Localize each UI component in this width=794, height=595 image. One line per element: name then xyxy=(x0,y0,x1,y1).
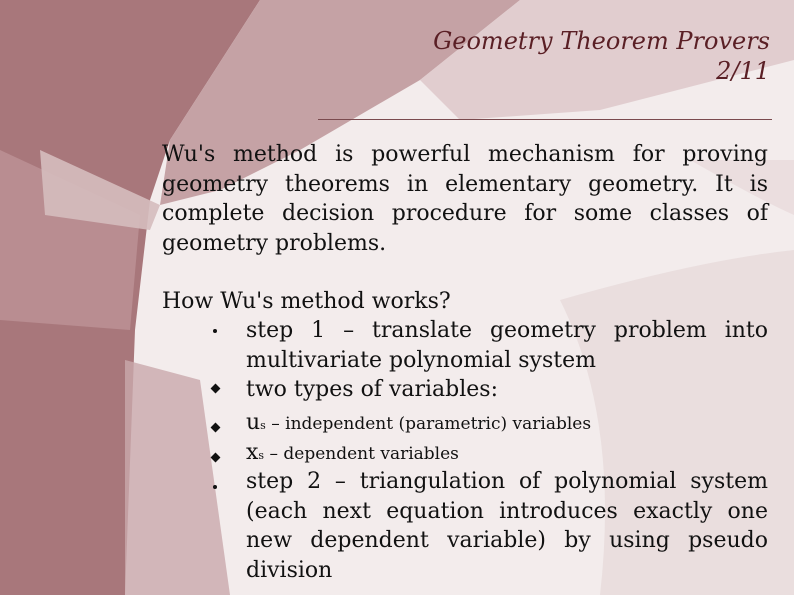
bullet-diamond-icon xyxy=(211,423,221,433)
list-item-step1: step 1 – translate geometry problem into multivariate polynomial system xyxy=(246,318,768,373)
list-item-text: – independent (parametric) variables xyxy=(265,414,592,434)
list-item-variable-types: two types of variables: xyxy=(246,377,499,402)
bullet-dot-icon xyxy=(213,329,217,333)
list-item-independent-vars xyxy=(246,408,768,441)
slide-title: Geometry Theorem Provers xyxy=(433,27,770,55)
list-item-dependent-vars xyxy=(246,438,768,471)
variable-x: x xyxy=(246,440,259,465)
section-heading: How Wu's method works? xyxy=(162,289,451,314)
subscript-s: s xyxy=(258,449,265,462)
bullet-diamond-icon xyxy=(211,453,221,463)
subscript-s: s xyxy=(260,419,266,432)
variable-u: u xyxy=(246,410,261,435)
list-item-text: – dependent variables xyxy=(264,444,459,464)
bullet-dot-icon xyxy=(213,485,217,489)
bullet-diamond-icon xyxy=(211,384,221,394)
page-number: 2/11 xyxy=(716,57,770,85)
list-item-step2: step 2 – triangulation of polynomial system (each next equation introduces exactly one new dependent variable) by using pseudo division xyxy=(246,469,768,583)
intro-paragraph: Wu's method is powerful mechanism for proving geometry theorems in elementary geometry. It is complete decision procedure for some classes of geometry problems. xyxy=(162,142,768,256)
